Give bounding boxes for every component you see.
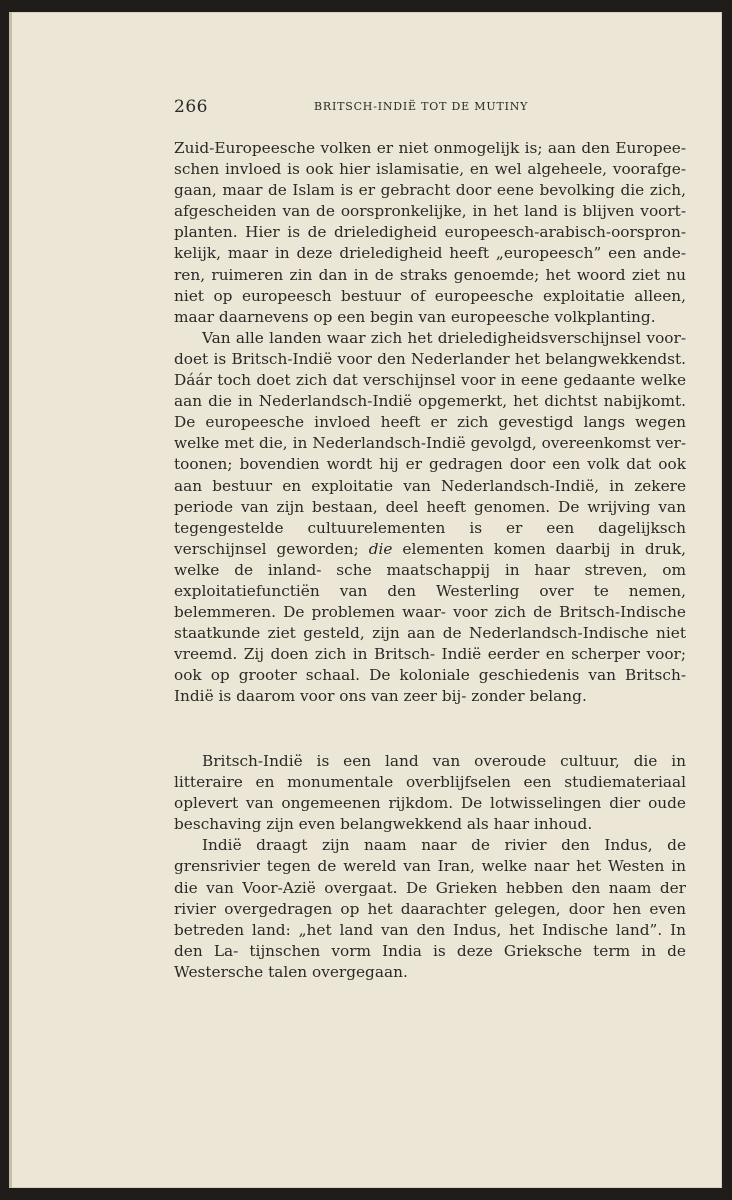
page-edge [9, 12, 12, 1188]
paragraph-continuation: Zuid-Europeesche volken er niet onmogelijk is; aan den Europee- schen invloed is ook hier islamisatie, en wel algeheele, voorafge- gaan, maar de Islam is er gebracht door eene bevolking die zich, afgescheiden van de oorspronkelijke, in het land is blijven voort- planten. Hier is de drieledigheid europeesch-arabisch-oorspron- kelijk, maar in deze drieledigheid heeft „europeesch” een ande- ren, ruimeren zin dan in de straks genoemde; het woord ziet nu niet op europeesch bestuur of europeesche exploitatie alleen, maar daarnevens op een begin van europeesche volkplanting. [174, 139, 686, 326]
page-number: 266 [174, 97, 208, 117]
paragraph-text-after-italic: elementen komen daarbij in druk, welke de inland- sche maatschappij in haar streven, om exploitatiefunctiën van den Westerling over te nemen, belemmeren. De problemen waar- voor zich de Britsch-Indische staatkunde ziet gesteld, zijn aan de Nederlandsch-Indische niet vreemd. Zij doen zich in Britsch- Indië eerder en scherper voor; ook op grooter schaal. De koloniale geschiedenis van Britsch-Indië is daarom voor ons van zeer bij- zonder belang. [174, 539, 686, 706]
main-text-section-2 [174, 751, 686, 983]
paragraph-text-before-italic: Van alle landen waar zich het drieledigheidsverschijnsel voor- doet is Britsch-Indië voor den Nederlander het belangwekkendst. Dáár toch doet zich dat verschijnsel voor in eene gedaante welke aan die in Nederlandsch-Indië opgemerkt, het dichtst nabijkomt. De europeesche invloed heeft er zich gevestigd langs wegen welke met die, in Nederlandsch-Indië gevolgd, overeenkomst ver- toonen; bovendien wordt hij er gedragen door een volk dat ook aan bestuur en exploitatie van Nederlandsch-Indië, in zekere periode van zijn bestaan, deel heeft genomen. De wrijving van tegengestelde cultuurelementen is er een dagelijksch verschijnsel geworden; [174, 328, 686, 558]
main-text-section-1 [174, 138, 686, 708]
paragraph-overoude-cultuur: Britsch-Indië is een land van overoude cultuur, die in litteraire en monumentale overblijfselen een studiemateriaal oplevert van ongemeenen rijkdom. De lotwisselingen dier oude beschaving zijn even belangwekkend als haar inhoud. [174, 752, 686, 834]
paragraph-britsch-indie [174, 328, 686, 708]
italic-word: die [368, 539, 393, 558]
paragraph-indus: Indië draagt zijn naam naar de rivier den Indus, de grensrivier tegen de wereld van Iran, welke naar het Westen in die van Voor-Azië overgaat. De Grieken hebben den naam der rivier overgedragen op het daarachter gelegen, door hen even betreden land: „het land van den Indus, het Indische land”. In den La- tijnschen vorm India is deze Grieksche term in de Westersche talen overgegaan. [174, 836, 686, 981]
page-header [174, 97, 654, 123]
book-page [9, 12, 722, 1188]
running-title: BRITSCH-INDIË TOT DE MUTINY [314, 100, 529, 113]
